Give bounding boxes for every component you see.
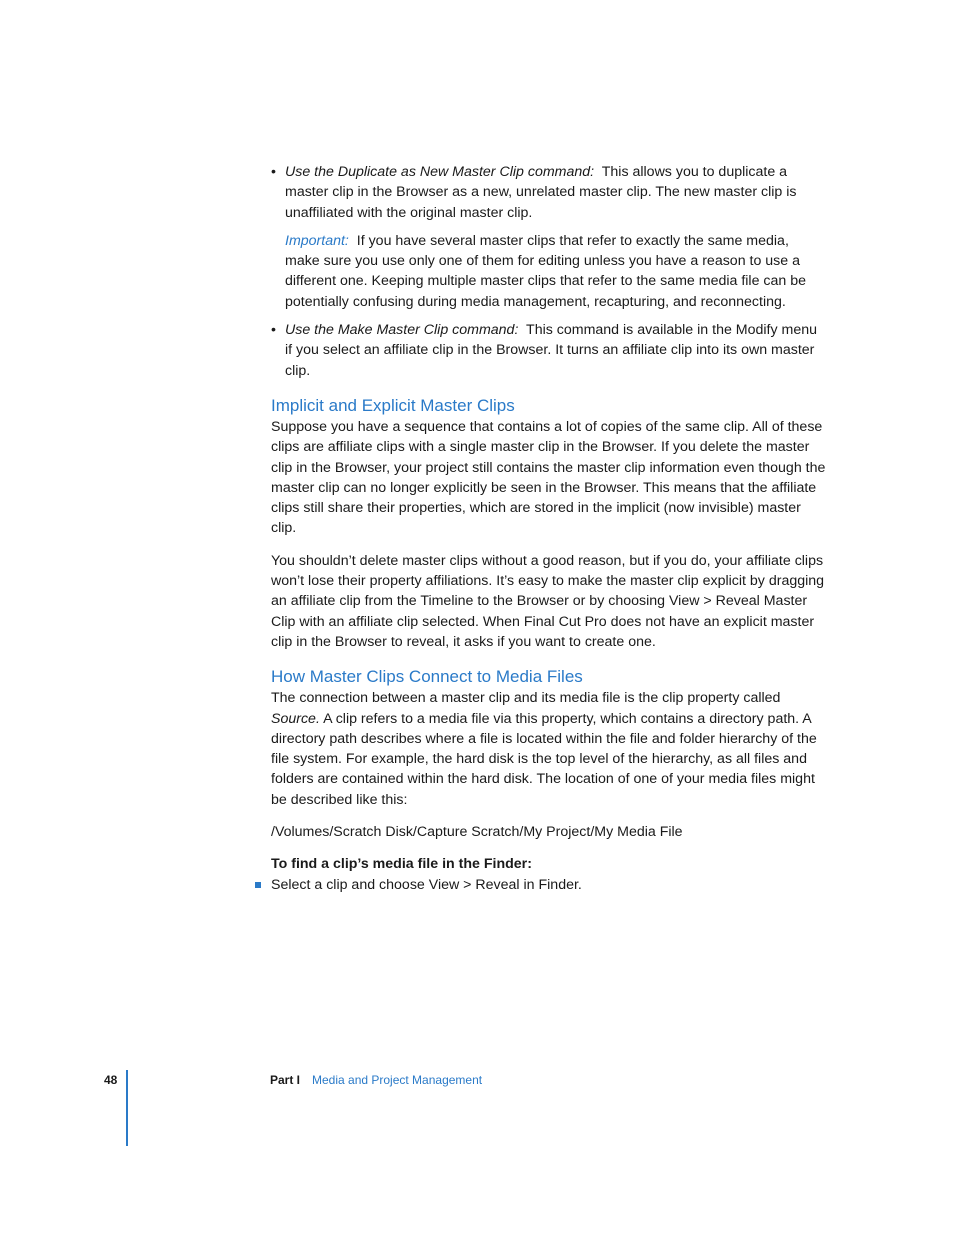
paragraph-source-property — [271, 688, 827, 810]
step-square-icon — [255, 882, 261, 888]
paragraph: Suppose you have a sequence that contains a lot of copies of the same clip. All of these clips are affiliate clips with a single master clip in the Browser. If you delete the master clip in the Browser, your project still contains the master clip information even though the master clip can no longer explicitly be seen in the Browser. This means that the affiliate clips still share their properties, which are stored in the implicit (now invisible) master clip. — [271, 418, 826, 537]
bullet-dot: • — [271, 164, 276, 180]
bullet-text: This command is available in the Modify menu if you select an affiliate clip in the Browser. It turns an affiliate clip into its own master clip. — [285, 322, 818, 379]
bullet-duplicate-master-clip — [271, 162, 827, 223]
task-step-text: Select a clip and choose View > Reveal in Finder. — [271, 876, 582, 893]
bullet-make-master-clip — [271, 320, 827, 381]
task-heading: To find a clip’s media file in the Finder: — [271, 856, 532, 873]
important-label: Important: — [285, 232, 349, 249]
bullet-text: This allows you to duplicate a master clip in the Browser as a new, unrelated master clip. The new master clip is unaffiliated with the original master clip. — [285, 164, 797, 221]
bullet-lead: Use the Make Master Clip command: — [285, 322, 519, 339]
paragraph: You shouldn’t delete master clips without a good reason, but if you do, your affiliate clips won’t lose their property affiliations. It’s easy to make the master clip explicit by dragging an affiliate clip from the Timeline to the Browser or by choosing View > Reveal Master Clip with an affiliate clip selected. When Final Cut Pro does not have an explicit master clip in the Browser to reveal, it asks if you want to create one. — [271, 552, 825, 650]
intro-after: A clip refers to a media file via this property, which contains a directory path. A directory path describes where a file is located within the file and folder hierarchy of the file system. For example, the hard disk is the top level of the hierarchy, as all files and folders are contained within the hard disk. The location of one of your media files might be described like this: — [271, 710, 817, 808]
bullet-dot: • — [271, 322, 276, 339]
important-text: If you have several master clips that refer to exactly the same media, make sure you use only one of them for editing unless you have a reason to use a different one. Keeping multiple master clips that refer to the same media file can be potentially confusing during media management, recapturing, and reconnecting. — [285, 232, 807, 310]
section-heading-implicit-explicit: Implicit and Explicit Master Clips — [271, 395, 515, 415]
example-path: /Volumes/Scratch Disk/Capture Scratch/My Project/My Media File — [271, 824, 683, 841]
task-step — [271, 875, 827, 895]
important-note — [271, 231, 827, 312]
intro-before: The connection between a master clip and its media file is the clip property called — [271, 690, 781, 707]
page-body — [271, 162, 827, 895]
page-number: 48 — [104, 1073, 118, 1087]
footer-part: Part I — [270, 1073, 301, 1087]
bullet-lead: Use the Duplicate as New Master Clip command: — [285, 164, 595, 180]
source-term: Source. — [271, 710, 320, 727]
footer-rule — [126, 1070, 128, 1146]
section-heading-media-files: How Master Clips Connect to Media Files — [271, 667, 583, 687]
footer-title: Media and Project Management — [312, 1073, 483, 1087]
